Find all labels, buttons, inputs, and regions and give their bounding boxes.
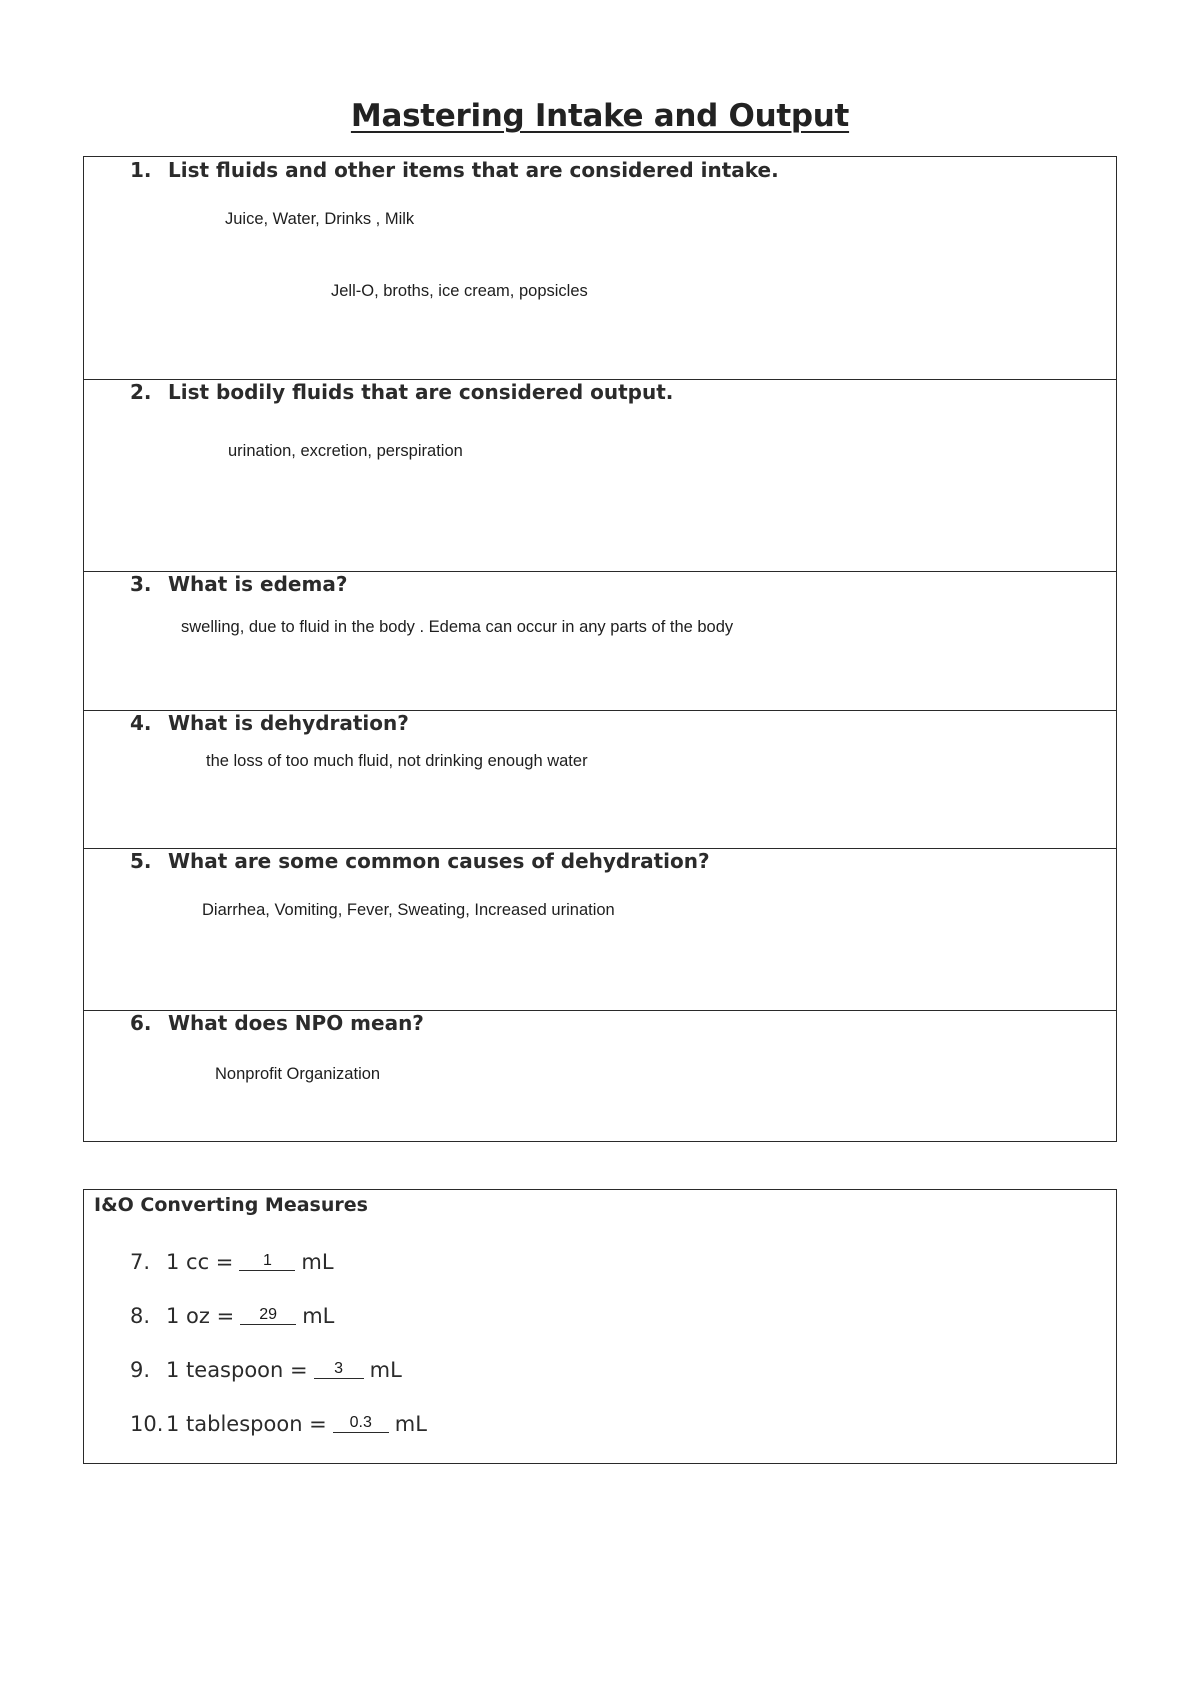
answer-2[interactable]: urination, excretion, perspiration: [228, 442, 463, 460]
measure-unit: mL: [301, 1250, 334, 1274]
question-number: 2.: [130, 380, 152, 404]
answer-6[interactable]: Nonprofit Organization: [215, 1065, 381, 1083]
question-row-2: [84, 379, 1116, 571]
measure-row-10: [130, 1412, 427, 1436]
question-row-6: [84, 1010, 1116, 1140]
measure-row-9: [130, 1358, 402, 1382]
question-number: 1.: [130, 158, 152, 182]
question-number: 5.: [130, 849, 152, 873]
measure-number: 9.: [130, 1358, 151, 1382]
measure-number: 10.: [130, 1412, 164, 1436]
question-label: What does NPO mean?: [168, 1011, 424, 1035]
measure-label: 1 oz =: [166, 1304, 235, 1328]
question-5-text: [130, 849, 710, 873]
question-1-text: [130, 158, 779, 182]
measure-answer-9[interactable]: 3: [314, 1360, 364, 1379]
measure-label: 1 teaspoon =: [166, 1358, 308, 1382]
question-label: What is dehydration?: [168, 711, 409, 735]
measure-answer-10[interactable]: 0.3: [333, 1414, 389, 1433]
answer-1a[interactable]: Juice, Water, Drinks , Milk: [225, 210, 415, 228]
measure-label: 1 cc =: [166, 1250, 234, 1274]
measure-label: 1 tablespoon =: [166, 1412, 327, 1436]
question-3-text: [130, 572, 347, 596]
measure-unit: mL: [394, 1412, 427, 1436]
measure-answer-7[interactable]: 1: [239, 1252, 295, 1271]
measures-table: [83, 1189, 1117, 1464]
answer-5[interactable]: Diarrhea, Vomiting, Fever, Sweating, Increased urination: [202, 901, 615, 919]
measure-number: 7.: [130, 1250, 151, 1274]
measure-unit: mL: [369, 1358, 402, 1382]
questions-table: [83, 156, 1117, 1142]
measures-title: I&O Converting Measures: [94, 1194, 368, 1216]
question-row-5: [84, 848, 1116, 1010]
answer-3[interactable]: swelling, due to fluid in the body . Edema can occur in any parts of the body: [181, 618, 734, 636]
measure-row-8: [130, 1304, 334, 1328]
question-6-text: [130, 1011, 424, 1035]
measure-answer-8[interactable]: 29: [240, 1306, 296, 1325]
measure-number: 8.: [130, 1304, 151, 1328]
question-row-4: [84, 710, 1116, 848]
question-2-text: [130, 380, 673, 404]
question-label: What are some common causes of dehydration?: [168, 849, 710, 873]
question-label: List fluids and other items that are considered intake.: [168, 158, 779, 182]
question-number: 6.: [130, 1011, 152, 1035]
question-label: List bodily fluids that are considered output.: [168, 380, 674, 404]
question-4-text: [130, 711, 409, 735]
question-row-1: [84, 157, 1116, 379]
question-number: 3.: [130, 572, 152, 596]
measure-row-7: [130, 1250, 334, 1274]
question-row-3: [84, 571, 1116, 710]
page-title: Mastering Intake and Output: [350, 98, 850, 134]
measure-unit: mL: [302, 1304, 335, 1328]
question-number: 4.: [130, 711, 152, 735]
answer-4[interactable]: the loss of too much fluid, not drinking enough water: [206, 752, 588, 770]
question-label: What is edema?: [168, 572, 348, 596]
answer-1b[interactable]: Jell-O, broths, ice cream, popsicles: [331, 282, 588, 300]
